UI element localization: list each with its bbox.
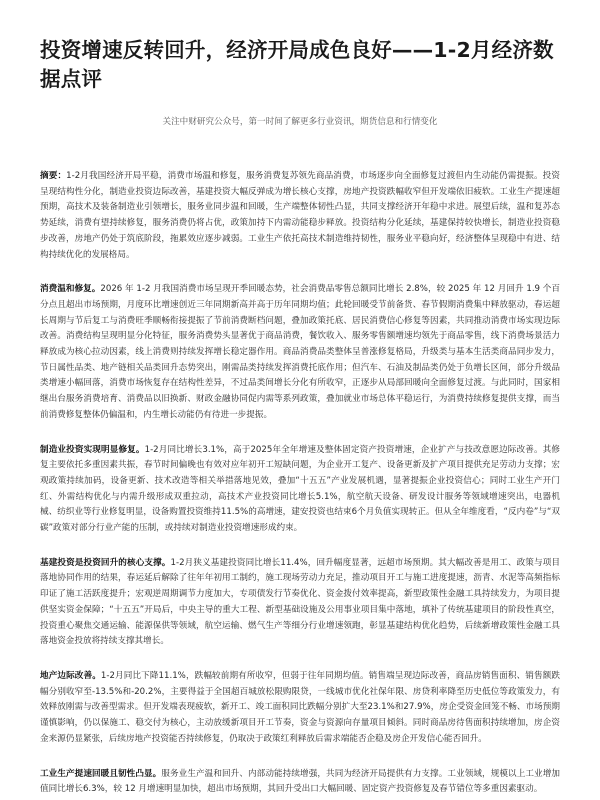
paragraph-text: 1-2月我国经济开局平稳，消费市场温和修复，服务消费复苏领先商品消费，市场逐步向全面修复过渡但内生动能仍需提振。投资呈现结构性分化，制造业投资边际改善，基建投资大幅反弹成为增长核心支撑，房地产投资跌幅收窄但开发端依旧疲软。工业生产提速超预期，高技术及装备制造业引领增长，服务业同步温和回暖，生产端整体韧性凸显，共同支撑经济开年稳中求进。展望后续，温和复苏态势延续，消费有望持续修复，服务消费仍将占优，政策加持下内需动能稳步释放。投资结构分化延续，基建保持较快增长，制造业投资稳步改善，房地产仍处于筑底阶段，拖累效应逐步减弱。工业生产依托高技术制造维持韧性，服务业平稳向好，经济整体呈现稳中有进、结构持续优化的发展格局。 bbox=[40, 171, 560, 260]
manufacturing-paragraph bbox=[40, 443, 560, 537]
article-subtitle: 关注中财研究公众号，第一时间了解更多行业资讯，期货信息和行情变化 bbox=[162, 117, 438, 127]
paragraph-text: 1-2月同比增长3.1%，高于2025年全年增速及整体固定资产投资增速，企业扩产与技改意愿边际改善。其修复主要依托多重因素共振，春节时间偏晚也有效对应年初开工短缺问题，为企业开工复产、设备更新及扩产项目提供充足劳动力支撑；宏观政策持续加码，设备更新、技术改造等相关举措落地见效，叠加“十五五”产业发展机遇，显著提振企业投资信心；同时工业生产开门红、外需结构优化与内需升级形成双重拉动，高技术产业投资同比增长5.1%，航空航天设备、研发设计服务等领域增速突出，电器机械、纺织业等行业修复明显，设备购置投资维持11.5%的高增速，建安投资也结束6个月负值实现转正。但从全年维度看，“反内卷”与“双碳”政策对部分行业产能的压制，或持续对制造业投资增速形成约束。 bbox=[40, 444, 560, 534]
article-body bbox=[40, 169, 560, 798]
paragraph-lead: 摘要： bbox=[40, 171, 67, 181]
industry-paragraph bbox=[40, 767, 560, 798]
paragraph-text: 1-2月狭义基建投资同比增长11.4%，回升幅度显著，远超市场预期。其大幅改善是用工、政策与项目落地协同作用的结果，春运延后解除了往年年初用工制约，施工现场劳动力充足，推动项目开工与施工进度提速，沥青、水泥等高频指标印证了施工活跃度提升；宏观逆周期调节力度加大，专项债发行节奏优化、资金拨付效率提高，新型政策性金融工具持续发力，为项目提供坚实资金保障；“十五五”开局后，中央主导的重大工程、新型基础设施及公用事业项目集中落地，填补了传统基建项目的阶段性真空，投资重心聚焦交通运输、能源保供等领域，航空运输、燃气生产等细分行业增速领跑，彰显基建结构优化趋势，后续新增政策性金融工具落地资金投放将持续支撑其增长。 bbox=[40, 557, 560, 647]
paragraph-text: 服务业生产温和回升、内部动能持续增强，共同为经济开局提供有力支撑。工业领域，规模以上工业增加值同比增长6.3%，较 12 月增速明显加快，超出市场预期，其回升受出口大幅回暖、固定资产投资修复及春节错位等多重因素驱动。 bbox=[40, 768, 560, 795]
real-estate-paragraph bbox=[40, 669, 560, 748]
paragraph-lead: 制造业投资实现明显修复。 bbox=[40, 444, 145, 455]
paragraph-lead: 地产边际改善。 bbox=[40, 670, 101, 681]
summary-paragraph bbox=[40, 169, 560, 263]
paragraph-lead: 基建投资是投资回升的核心支撑。 bbox=[40, 557, 171, 568]
paragraph-text: 1-2月同比下降11.1%，跌幅较前期有所收窄，但弱于往年同期均值。销售端呈现边际改善，商品房销售面积、销售额跌幅分别收窄至-13.5%和-20.2%，主要得益于全国超百城放松限购限贷，一线城市优化社保年限、房贷利率降至历史低位等政策发力，有效释放刚需与改善型需求。但开发端表现疲软，新开工、竣工面积同比跌幅分别扩大至23.1%和27.9%，房企受资金回笼不畅、市场预期谨慎影响，仍以保施工、稳交付为核心，主动放缓新项目开工节奏，资金与资源向存量项目倾斜。同时商品房待售面积持续增加，房企资金来源仍显紧张，后续房地产投资能否持续修复，仍取决于政策红利释放后需求端能否企稳及房企开发信心能否回升。 bbox=[40, 670, 560, 744]
paragraph-text: 2026 年 1-2 月我国消费市场呈现开季回暖态势，社会消费品零售总额同比增长 2.8%，较 2025 年 12 月回升 1.9 个百分点且超出市场预期，月度环比增速创近三年同期新高并高于历年同期均值；此轮回暖受节前备货、春节假期消费集中释放驱动，春运超长周期与节后复工与消费旺季顺畅衔接提振了节前消费断档问题，叠加政策托底、居民消费信心修复等因素，共同推动消费市场实现边际改善。消费结构呈现明显分化特征，服务消费势头显著优于商品消费，餐饮收入、服务零售额增速均领先于商品零售，线下消费场景活力释放成为核心拉动因素，线上消费则持续发挥增长稳定器作用。商品消费品类整体呈普涨修复格局，升级类与基本生活类商品同步发力，节日属性品类、地产链相关品类回升态势突出，刚需品类持续发挥消费托底作用；但汽车、石油及制品类仍处于负增长区间，部分升级品类增速小幅回落，消费市场恢复存在结构性差异，不过品类间增长分化有所收窄，正逐步从局部回暖向全面修复过渡。与此同时，国家相继出台服务消费培育、消费品以旧换新、财政金融协同促内需等系列政策，叠加就业市场总体平稳运行，为消费持续修复提供支撑，而当前消费修复整体仍偏温和，内生增长动能仍有待进一步提振。 bbox=[40, 284, 560, 420]
paragraph-lead: 工业生产提速回暖且韧性凸显。 bbox=[40, 768, 162, 779]
paragraph-lead: 消费温和修复。 bbox=[40, 284, 101, 295]
article-title: 投资增速反转回升，经济开局成色良好——1-2月经济数据点评 bbox=[40, 38, 554, 91]
consumption-paragraph bbox=[40, 282, 560, 423]
infrastructure-paragraph bbox=[40, 556, 560, 650]
